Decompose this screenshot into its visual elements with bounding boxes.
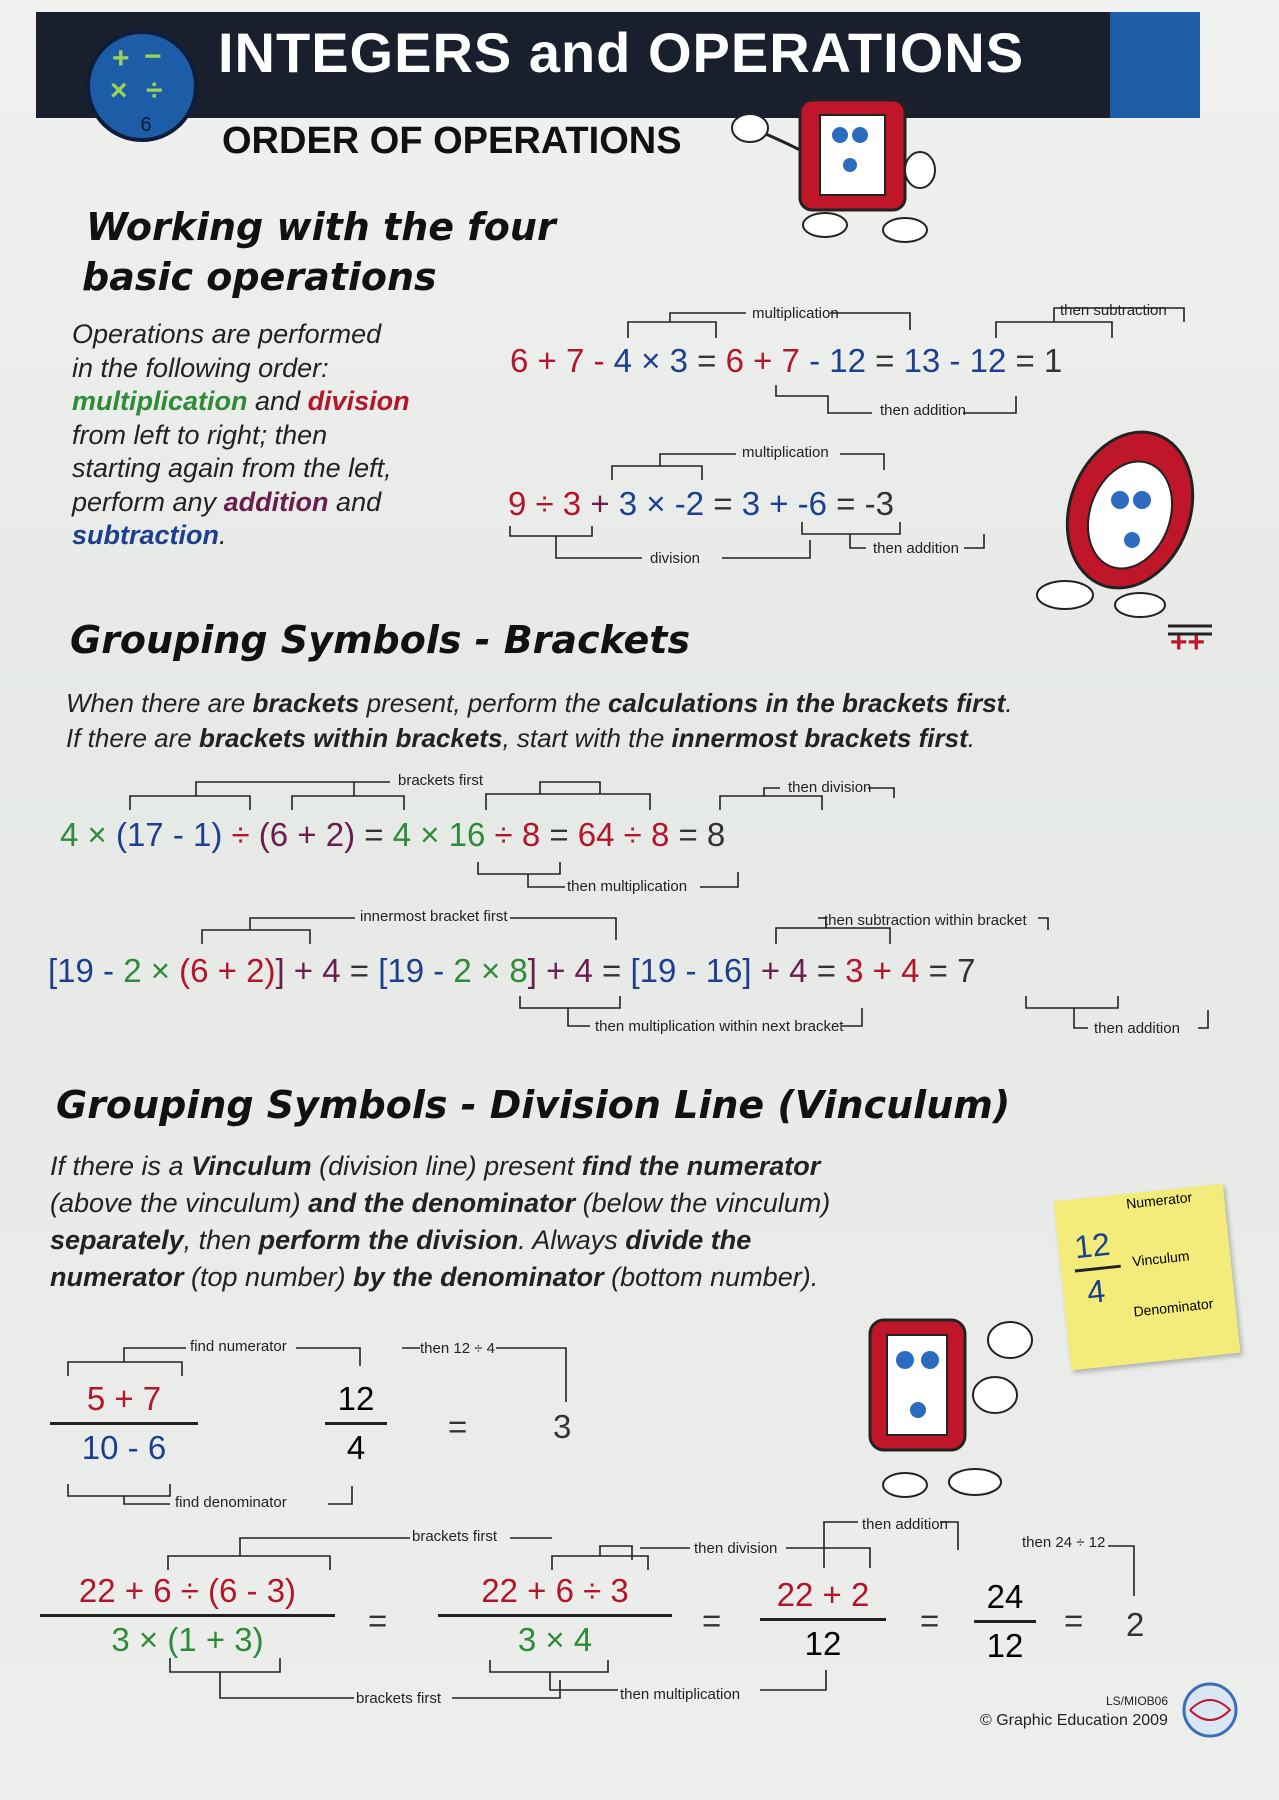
copyright: © Graphic Education 2009 [980,1712,1168,1729]
s3-l2c: (below the vinculum) [575,1188,831,1218]
eq1-f: = [865,342,904,379]
s3-l4c: by the denominator [353,1262,604,1292]
eq2-ann-mult: multiplication [742,444,829,461]
eq4-f: [19 - [378,952,454,989]
s2-l2c: , start with the [502,723,672,753]
eq3-e: = [355,816,393,853]
s3-l4d: (bottom number). [603,1262,819,1292]
globe-logo-icon [1180,1680,1240,1740]
s2-l2b: brackets within brackets [198,723,503,753]
s2-l2d: innermost brackets first [671,723,968,753]
eq3-ann-br: brackets first [398,772,484,789]
s3-l1d: find the numerator [581,1151,821,1181]
poster-title: INTEGERS and OPERATIONS [218,21,1025,84]
eq4-i: = [592,952,631,989]
eq3-d: (6 + 2) [258,816,356,853]
eq6-n1: 22 + 6 ÷ (6 - 3) [78,1572,297,1609]
s3-l4b: (top number) [183,1262,354,1292]
connector [720,788,894,810]
eq1-ann-mult: multiplication [752,305,839,322]
eq4-ann-inner: innermost bracket first [360,908,508,925]
eq1-h: = 1 [1006,342,1063,379]
eq4-ann-sub: then subtraction within bracket [824,912,1027,929]
s3-l2b: and the denominator [308,1188,576,1218]
eq5-ann-then: then 12 ÷ 4 [420,1340,495,1357]
eq6-equals-4: = [1064,1602,1084,1639]
poster-code: LS/MIOB06 [1106,1694,1169,1708]
s2-l1d: calculations in the brackets first [607,688,1006,718]
s1-line5: starting again from the left, [72,453,392,483]
eq1-e: - 12 [799,342,866,379]
s2-l1e: . [1005,688,1013,718]
connector [68,1484,352,1504]
s1-mult: multiplication [72,386,248,416]
eq4-ann-mult: then multiplication within next bracket [595,1018,844,1035]
section1-heading-line2: basic operations [82,255,437,299]
section2-heading: Grouping Symbols - Brackets [70,618,691,662]
eq4-m: 3 + 4 [845,952,920,989]
eq5-ann-den: find denominator [175,1494,287,1511]
s3-l1a: If there is a [50,1151,192,1181]
eq2-e: 3 + -6 [741,485,827,522]
s1-dot: . [219,520,227,550]
eq4-g: 2 × 8 [453,952,528,989]
section3-heading: Grouping Symbols - Division Line (Vinculum) [56,1083,1011,1127]
connector [490,1660,826,1690]
eq3-g: ÷ 8 [485,816,541,853]
eq6-result: 2 [1126,1606,1145,1643]
eq3-f: 4 × 16 [392,816,486,853]
eq6-d4: 12 [986,1627,1024,1664]
eq1-a: 6 + 7 - [510,342,614,379]
connector [520,996,862,1026]
subtitle: ORDER OF OPERATIONS [222,120,682,162]
s1-sub: subtraction [72,520,220,550]
connector [486,782,650,810]
eq6-ann-br-bot: brackets first [356,1690,442,1707]
eq6-d1: 3 × (1 + 3) [111,1621,264,1658]
eq4-c: (6 + 2) [170,952,276,989]
connector [202,918,616,944]
connector [802,522,984,548]
eq5-result: 3 [553,1408,572,1445]
connector [68,1348,566,1402]
eq5-den: 10 - 6 [81,1429,167,1466]
eq6-d2: 3 × 4 [517,1621,593,1658]
eq6-ann-add: then addition [862,1516,948,1533]
eq6-n3: 22 + 2 [776,1576,870,1613]
eq6-equals-3: = [920,1602,940,1639]
connector [996,308,1184,338]
eq5-den2: 4 [346,1429,366,1466]
connector [776,385,1016,413]
s3-l1c: (division line) present [311,1151,582,1181]
eq3-a: 4 × [60,816,116,853]
eq6-ann-then: then 24 ÷ 12 [1022,1534,1106,1551]
eq6-n4: 24 [986,1578,1024,1615]
eq6-n2: 22 + 6 ÷ 3 [481,1572,629,1609]
eq5-num: 5 + 7 [86,1380,162,1417]
s1-line1: Operations are performed [72,319,382,349]
eq6-ann-mult: then multiplication [620,1686,741,1703]
s2-l2a: If there are [66,723,199,753]
eq2-ann-add: then addition [873,540,959,557]
eq4-k: + 4 [751,952,808,989]
eq3-b: (17 - 1) [115,816,223,853]
s1-line4: from left to right; then [72,419,328,450]
eq6-equals-2: = [702,1602,722,1639]
eq1-ann-add: then addition [880,402,966,419]
connector [170,1658,560,1698]
eq4-ann-add: then addition [1094,1020,1180,1037]
connector [612,454,884,480]
note-vinculum: Vinculum [1131,1247,1191,1270]
eq4-h: ] + 4 [527,952,593,989]
eq1-d: 6 + 7 [725,342,800,379]
eq2-b: + [581,485,619,522]
badge-icon: + − × ÷ 6 [86,30,198,142]
eq3-ann-div: then division [788,779,872,796]
s3-l2a: (above the vinculum) [50,1188,309,1218]
connector [628,313,910,338]
note-numerator: Numerator [1125,1188,1193,1212]
eq6-equals-1: = [368,1602,388,1639]
s3-l3d: . Always [518,1225,626,1255]
s3-l3c: perform the division [258,1225,519,1255]
s2-l1b: brackets [252,688,360,718]
eq5-equals: = [448,1408,468,1445]
eq1-g: 13 - 12 [903,342,1007,379]
eq6-d3: 12 [804,1625,842,1662]
eq2-a: 9 ÷ 3 [508,485,582,522]
s1-and2: and [328,486,382,517]
note-denominator: Denominator [1132,1295,1215,1320]
s1-line2: in the following order: [72,352,329,383]
eq1-c: = [687,342,726,379]
s2-l1c: present, perform the [359,688,608,718]
connector [168,1538,552,1570]
eq4-e: = [340,952,379,989]
eq4-d: ] + 4 [275,952,341,989]
eq3-c: ÷ [222,816,259,853]
s3-l1b: Vinculum [191,1151,312,1181]
connector [1026,996,1208,1028]
eq3-i: 64 ÷ 8 [577,816,670,853]
eq2-f: = -3 [827,485,894,522]
s1-and1: and [247,386,308,416]
eq1-b: 4 × 3 [613,342,688,379]
note-bottom: 4 [1085,1272,1107,1311]
eq5-num2: 12 [337,1380,375,1417]
eq5-ann-num: find numerator [190,1338,287,1355]
eq3-h: = [540,816,578,853]
eq4-j: [19 - 16] [630,952,752,989]
svg-text:++: ++ [1170,626,1206,659]
s3-l3a: separately [50,1225,184,1255]
s1-add: addition [223,486,329,517]
s2-l2e: . [967,723,975,753]
eq2-ann-div: division [650,550,701,567]
s3-l4a: numerator [50,1262,184,1292]
note-top: 12 [1072,1225,1112,1266]
eq6-ann-div: then division [694,1540,778,1557]
eq1-ann-sub: then subtraction [1060,302,1167,319]
eq2-d: = [704,485,742,522]
connector [776,918,1048,944]
connector [478,862,738,887]
eq4-l: = [807,952,846,989]
connector [510,526,810,558]
eq4-b: 2 × [123,952,170,989]
badge-number: 6 [140,114,152,136]
eq4-n: = 7 [919,952,976,989]
connector [552,1546,870,1570]
section1-heading-line1: Working with the four [86,205,556,249]
s3-l3e: divide the [625,1225,752,1255]
eq4-a: [19 - [48,952,124,989]
connector [130,782,404,810]
s3-l3b: , then [183,1225,259,1255]
eq3-ann-mult: then multiplication [567,878,688,895]
eq2-c: 3 × -2 [618,485,705,522]
eq6-ann-br-top: brackets first [412,1528,498,1545]
s2-l1a: When there are [66,688,253,718]
eq3-j: = 8 [669,816,726,853]
s1-l6a: perform any [72,486,224,517]
s1-div: division [307,386,410,416]
